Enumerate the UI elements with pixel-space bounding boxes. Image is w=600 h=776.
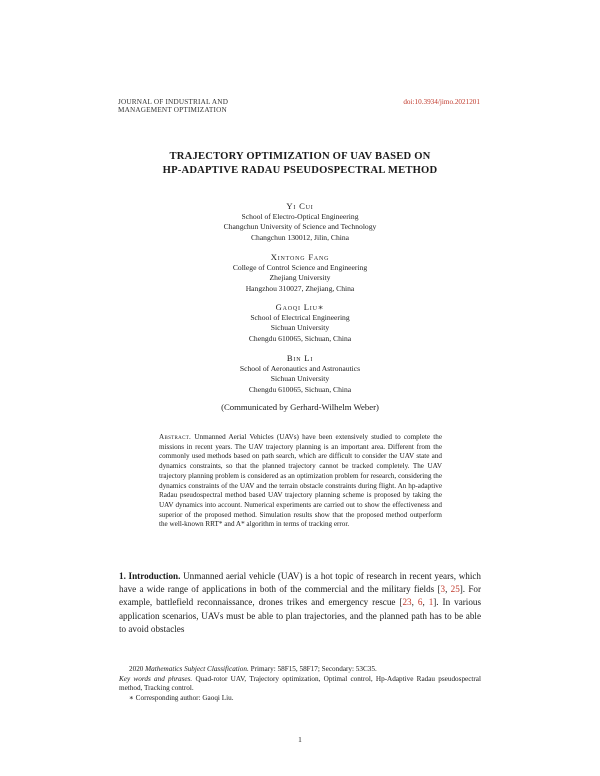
citation-link[interactable]: 25 [450,584,460,595]
author-name: Xintong Fang [270,252,330,262]
communicated-by: (Communicated by Gerhard-Wilhelm Weber) [221,402,379,412]
abstract-text: Unmanned Aerial Vehicles (UAVs) have been extensively studied to complete the missions in recent years. The UAV trajectory planning is an important area. Different from the commonly used methods based on path search, which are difficult to consider the UAV state and dynamics constraints, so that the planned trajectory cannot be tracked completely. The UAV trajectory planning problem is considered as an optimization problem for research, considering the dynamics constraints of the UAV and the terrain obstacle constraints during flight. An hp-adaptive Radau pseudospectral method based UAV trajectory planning scheme is proposed by taking the UAV dynamics into account. Numerical experiments are carried out to show the effectiveness and superior of the proposed method. Simulation results show that the proposed method outperform the well-known RRT* and A* algorithm in terms of tracking error. [159,433,442,529]
intro-text: Unmanned aerial vehicle (UAV) is a hot topic of research in recent years, which have a wide range of applications in both of the commercial and the military fields [ [119,571,481,595]
affiliation-line: Hangzhou 310027, Zhejiang, China [245,283,355,293]
section-heading: 1. Introduction. [119,571,181,581]
title-line1: TRAJECTORY OPTIMIZATION OF UAV BASED ON [169,151,431,162]
affiliation-line: Changchun University of Science and Technology [223,222,377,232]
intro-text: , [445,584,451,595]
keywords-text: Quad-rotor UAV, Trajectory optimization, Optimal control, Hp-Adaptive Radau pseudospectral method, Tracking control. [119,674,481,693]
msc-label: Mathematics Subject Classification. [145,665,249,673]
abstract-heading: Abstract. [159,433,192,441]
affiliation-line: Chengdu 610065, Sichuan, China [248,333,352,343]
affiliation-line: Zhejiang University [269,273,331,283]
affiliation-line: Changchun 130012, Jilin, China [250,232,350,242]
affiliation-line: Sichuan University [270,374,330,384]
affiliation-line: School of Electro-Optical Engineering [241,212,359,221]
citation-link[interactable]: 23 [402,597,412,608]
author-block-2 [0,252,600,294]
keywords-label: Key words and phrases. [119,674,193,683]
intro-text: , [411,597,418,608]
paper-title [0,150,600,177]
footnote-keywords [119,675,481,694]
citation-link[interactable]: 1 [428,597,434,608]
footnote-msc [119,665,481,675]
journal-name [118,98,228,114]
citation-link[interactable]: 3 [440,584,446,595]
intro-text: ]. In various application scenarios, UAVs must be able to plan trajectories, and the planned path has to be able to avoid obstacles [119,597,482,634]
affiliation-line: School of Electrical Engineering [250,313,350,322]
author-name: Gaoqi Liu∗ [275,302,325,312]
affiliation-line: Sichuan University [270,323,330,333]
footnote-corresponding: ∗ Corresponding author: Gaoqi Liu. [129,693,234,702]
journal-name-line1: JOURNAL OF INDUSTRIAL AND [118,98,229,106]
author-block-4 [0,353,600,395]
citation-link[interactable]: 6 [417,597,423,608]
author-name: Bin Li [286,353,314,363]
intro-text: , [422,597,429,608]
introduction-paragraph [119,570,481,636]
footnotes [119,665,481,703]
affiliation-line: College of Control Science and Engineering [232,263,368,272]
title-line2: HP-ADAPTIVE RADAU PSEUDOSPECTRAL METHOD [162,164,438,176]
affiliation-line: Chengdu 610065, Sichuan, China [248,384,352,394]
intro-text: ]. For example, battlefield reconnaissance, drones trikes and emergency rescue [ [119,584,482,608]
affiliation-line: School of Aeronautics and Astronautics [239,364,361,373]
page-number: 1 [298,735,302,744]
doi-link[interactable]: doi:10.3934/jimo.2021201 [403,98,480,106]
journal-name-line2: MANAGEMENT OPTIMIZATION [118,106,227,114]
msc-text: Primary: 58F15, 58F17; Secondary: 53C35. [250,665,377,673]
author-block-1 [0,201,600,243]
author-name: Yi Cui [286,201,314,211]
msc-year: 2020 [129,665,144,673]
author-block-3 [0,302,600,344]
abstract [159,433,442,530]
